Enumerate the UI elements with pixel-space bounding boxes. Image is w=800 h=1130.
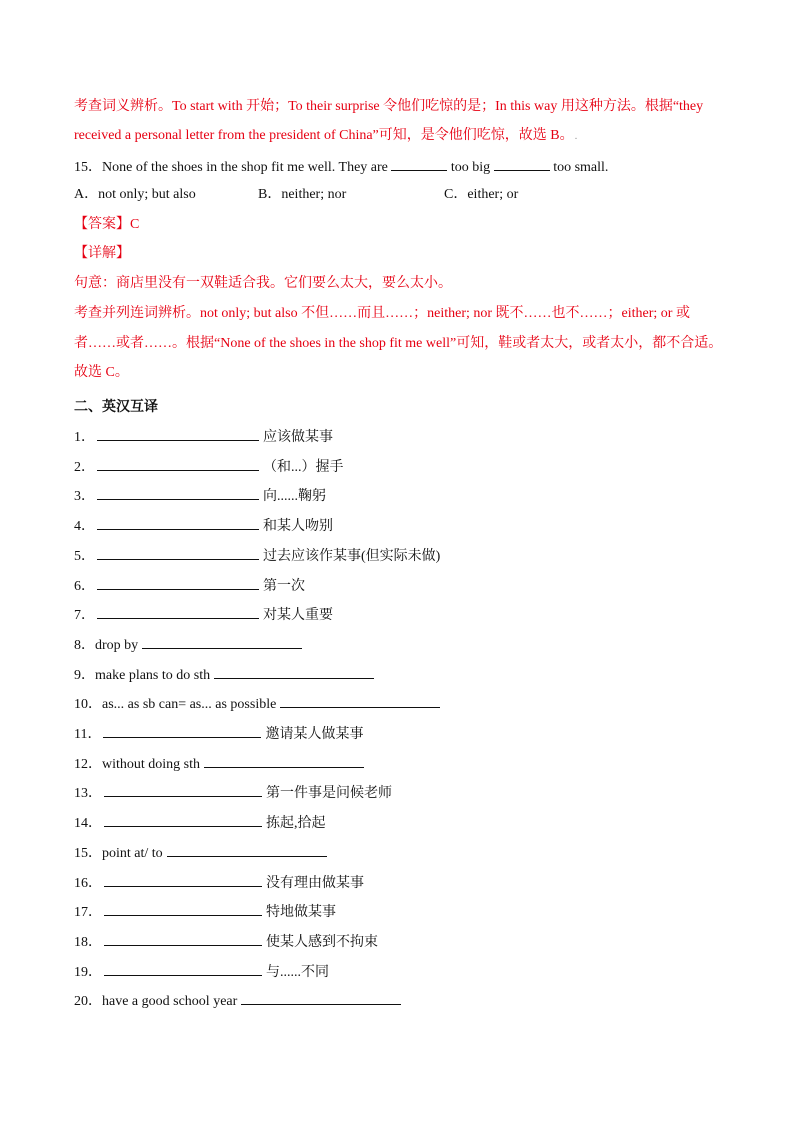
item-number: 1． [74, 430, 95, 445]
answer-blank[interactable] [280, 693, 440, 708]
item-english: make plans to do sth [95, 668, 211, 683]
analysis-top-line-1: 考查词义辨析。To start with 开始；To their surprise 令他们吃惊的是；In this way 用这种方法。根据“they [74, 99, 704, 114]
item-number: 19． [74, 965, 102, 980]
option-b[interactable]: B．neither; nor [258, 187, 347, 202]
item-english: point at/ to [102, 846, 163, 861]
list-item [74, 456, 344, 478]
item-number: 20． [74, 994, 102, 1009]
item-number: 7． [74, 608, 95, 623]
list-item [74, 872, 364, 894]
list-item [74, 426, 333, 448]
item-number: 6． [74, 579, 95, 594]
question-15-stem [74, 156, 608, 178]
answer-blank[interactable] [167, 842, 327, 857]
item-chinese: 对某人重要 [263, 608, 333, 623]
stem-part-3: too small. [553, 160, 609, 175]
list-item [74, 485, 326, 507]
answer-blank[interactable] [391, 156, 447, 171]
list-item [74, 575, 305, 597]
item-number: 15． [74, 846, 102, 861]
item-number: 14． [74, 816, 102, 831]
item-number: 12． [74, 757, 102, 772]
item-number: 2． [74, 460, 95, 475]
detail-tag: 【详解】 [74, 246, 130, 261]
item-number: 9． [74, 668, 95, 683]
answer-blank[interactable] [97, 485, 259, 500]
item-english: without doing sth [102, 757, 201, 772]
answer-blank[interactable] [104, 961, 262, 976]
answer-value: C [130, 217, 140, 232]
item-number: 4． [74, 519, 95, 534]
item-number: 18． [74, 935, 102, 950]
list-item [74, 693, 440, 715]
item-chinese: 拣起,拾起 [266, 816, 326, 831]
answer-blank[interactable] [204, 753, 364, 768]
item-chinese: 与......不同 [266, 965, 329, 980]
list-item [74, 723, 363, 745]
item-number: 10． [74, 697, 102, 712]
answer-blank[interactable] [241, 990, 401, 1005]
analysis-line-3: 故选 C。 [74, 365, 129, 380]
list-item [74, 901, 336, 923]
answer-blank[interactable] [97, 456, 259, 471]
item-number: 8． [74, 638, 95, 653]
answer-blank[interactable] [97, 604, 259, 619]
list-item [74, 812, 326, 834]
answer-blank[interactable] [103, 723, 261, 738]
answer-blank[interactable] [97, 426, 259, 441]
question-number: 15． [74, 160, 102, 175]
item-chinese: 过去应该作某事(但实际未做) [263, 549, 441, 564]
analysis-top-line-2: received a personal letter from the president of China”可知，是令他们吃惊，故选 B。. [74, 128, 578, 143]
item-chinese: 使某人感到不拘束 [266, 935, 378, 950]
item-english: drop by [95, 638, 139, 653]
item-chinese: 没有理由做某事 [266, 876, 364, 891]
list-item [74, 545, 440, 567]
list-item [74, 990, 401, 1012]
stem-part-1: None of the shoes in the shop fit me well. They are [102, 160, 388, 175]
list-item [74, 753, 364, 775]
answer-blank[interactable] [104, 782, 262, 797]
item-number: 3． [74, 489, 95, 504]
list-item [74, 961, 329, 983]
item-number: 5． [74, 549, 95, 564]
list-item [74, 782, 392, 804]
answer-blank[interactable] [97, 545, 259, 560]
item-english: have a good school year [102, 994, 238, 1009]
meaning-line: 句意：商店里没有一双鞋适合我。它们要么太大，要么太小。 [74, 276, 452, 291]
item-chinese: 向......鞠躬 [263, 489, 326, 504]
answer-blank[interactable] [104, 931, 262, 946]
section-title: 二、英汉互译 [74, 400, 158, 415]
answer-blank[interactable] [104, 812, 262, 827]
item-chinese: （和...）握手 [263, 460, 344, 475]
item-chinese: 邀请某人做某事 [265, 727, 364, 742]
item-chinese: 应该做某事 [263, 430, 333, 445]
list-item [74, 515, 333, 537]
item-number: 16． [74, 876, 102, 891]
item-chinese: 第一件事是问候老师 [266, 786, 392, 801]
stem-part-2: too big [450, 160, 491, 175]
list-item [74, 842, 327, 864]
item-chinese: 特地做某事 [266, 905, 336, 920]
list-item [74, 634, 302, 656]
answer-blank[interactable] [104, 901, 262, 916]
answer-blank[interactable] [214, 664, 374, 679]
list-item [74, 604, 333, 626]
answer-blank[interactable] [494, 156, 550, 171]
analysis-line-1: 考查并列连词辨析。not only; but also 不但……而且……；neither; nor 既不……也不……；either; or 或 [74, 306, 690, 321]
option-c[interactable]: C．either; or [444, 187, 519, 202]
item-number: 13． [74, 786, 102, 801]
paragraph-mark: . [574, 130, 578, 142]
list-item [74, 664, 374, 686]
item-chinese: 第一次 [263, 579, 305, 594]
question-15-options [74, 185, 518, 205]
answer-blank[interactable] [97, 575, 259, 590]
item-chinese: 和某人吻别 [263, 519, 333, 534]
answer-blank[interactable] [142, 634, 302, 649]
item-number: 11． [74, 727, 102, 742]
item-english: as... as sb can= as... as possible [102, 697, 277, 712]
answer-blank[interactable] [104, 872, 262, 887]
option-a[interactable]: A．not only; but also [74, 187, 196, 202]
list-item [74, 931, 378, 953]
answer-tag: 【答案】 [74, 217, 130, 232]
answer-blank[interactable] [97, 515, 259, 530]
answer-line [74, 215, 139, 235]
item-number: 17． [74, 905, 102, 920]
analysis-line-2: 者……或者……。根据“None of the shoes in the shop fit me well”可知，鞋或者太大，或者太小，都不合适。 [74, 336, 723, 351]
